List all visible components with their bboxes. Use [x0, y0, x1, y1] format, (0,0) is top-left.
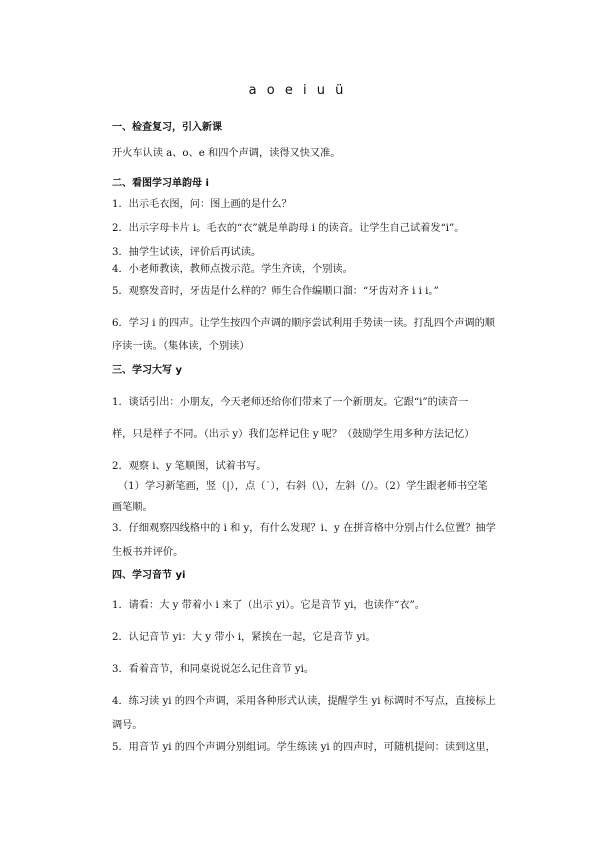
paragraph: 画笔顺。 — [112, 502, 153, 513]
paragraph: 4．小老师教读，教师点拨示范。学生齐读，个别读。 — [112, 264, 353, 275]
section-heading: 三、学习大写 y — [112, 365, 182, 376]
paragraph: 2．认记音节 yi：大 y 带小 i，紧挨在一起，它是音节 yi。 — [112, 632, 376, 643]
paragraph: （1）学习新笔画，竖（|），点（˙），右斜（\），左斜（/）。（2）学生跟老师书空笔 — [118, 481, 488, 492]
paragraph: 序读一读。（集体读，个别读） — [112, 341, 250, 352]
paragraph: 1．出示毛衣图，问：图上画的是什么？ — [112, 199, 292, 210]
page-title: a o e i u ü — [248, 83, 347, 98]
paragraph: 样，只是样子不同。（出示 y）我们怎样记住 y 呢？（鼓励学生用多种方法记忆） — [112, 429, 475, 440]
paragraph: 2．出示字母卡片 i。毛衣的“衣”就是单韵母 i 的读音。让学生自己试着发“i”。 — [112, 223, 465, 234]
paragraph: 4．练习读 yi 的四个声调，采用各种形式认读，提醒学生 yi 标调时不写点，直接标上 — [112, 696, 496, 707]
paragraph: 2．观察 i、y 笔顺图，试着书写。 — [112, 461, 267, 472]
paragraph: 3．仔细观察四线格中的 i 和 y，有什么发现？i、y 在拼音格中分别占什么位置？抽学 — [112, 523, 496, 534]
paragraph: 调号。 — [112, 720, 143, 731]
section-heading: 四、学习音节 yi — [112, 570, 186, 581]
paragraph: 1．请看：大 y 带着小 i 来了（出示 yi）。它是音节 yi，也读作“衣”。 — [112, 600, 425, 611]
paragraph: 3．抽学生试读，评价后再试读。 — [112, 247, 262, 258]
paragraph: 生板书并评价。 — [112, 547, 184, 558]
section-heading: 二、看图学习单韵母 i — [112, 178, 209, 189]
paragraph: 1．谈话引出：小朋友，今天老师还给你们带来了一个新朋友。它跟“i”的读音一 — [112, 397, 469, 408]
paragraph: 5．观察发音时，牙齿是什么样的？师生合作编顺口溜：“牙齿对齐 i i i。” — [112, 286, 439, 297]
section-heading: 一、检查复习，引入新课 — [112, 122, 222, 133]
paragraph: 开火车认读 a、o、e 和四个声调，读得又快又准。 — [112, 148, 341, 159]
paragraph: 6．学习 i 的四声。让学生按四个声调的顺序尝试利用手势读一读。打乱四个声调的顺 — [112, 318, 495, 329]
paragraph: 3．看着音节，和同桌说说怎么记住音节 yi。 — [112, 664, 315, 675]
paragraph: 5．用音节 yi 的四个声调分别组词。学生练读 yi 的四声时，可随机提问：读到这里， — [112, 742, 496, 753]
